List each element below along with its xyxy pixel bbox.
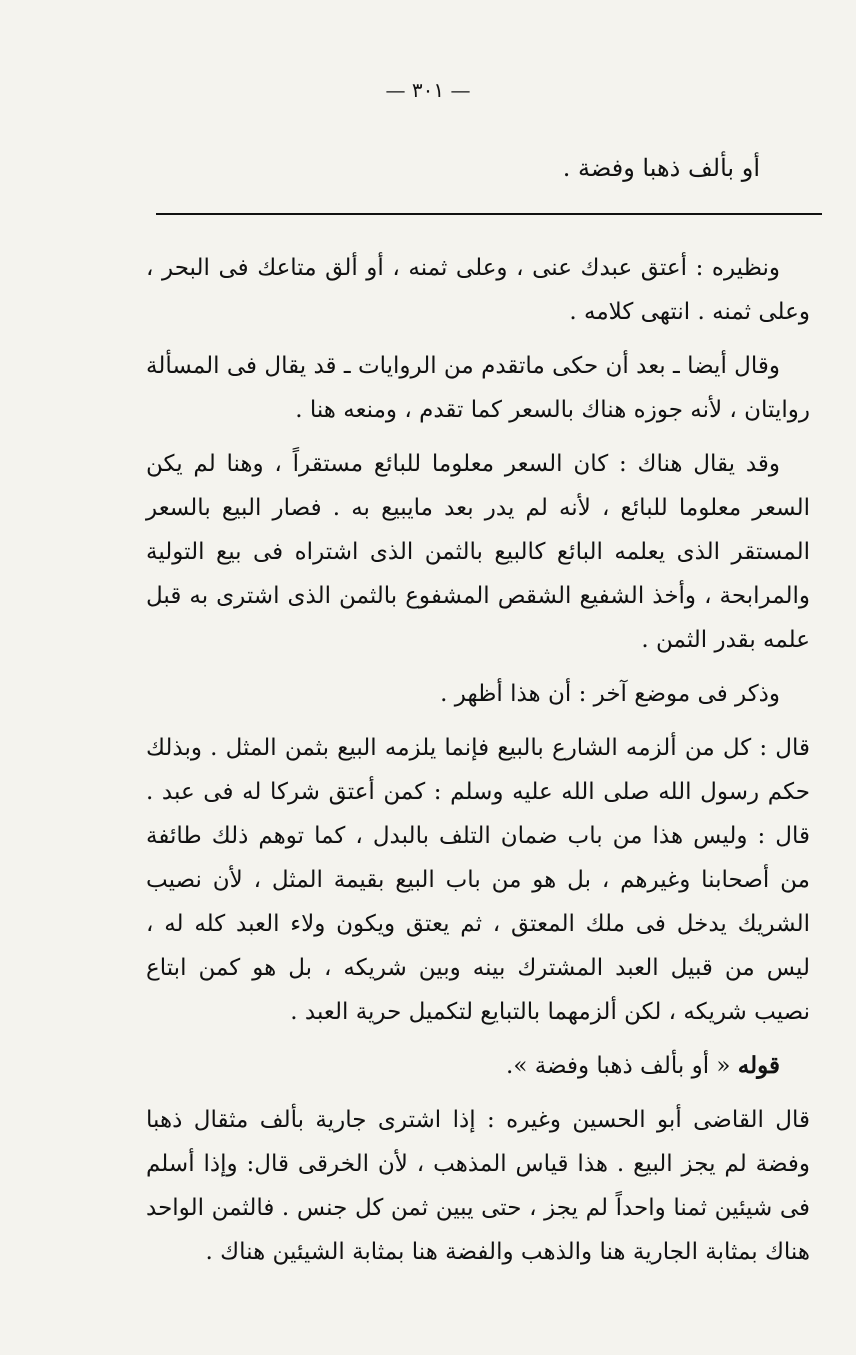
quote-lead-word: قوله bbox=[737, 1052, 780, 1079]
page-number: — ٣٠١ — bbox=[385, 78, 471, 102]
quote-heading bbox=[146, 1044, 810, 1088]
commentary-block bbox=[146, 246, 810, 1284]
paragraph-1: ونظيره : أعتق عبدك عنى ، وعلى ثمنه ، أو ألق متاعك فى البحر ، وعلى ثمنه . انتهى كلامه . bbox=[146, 255, 810, 325]
paragraph-3: وقد يقال هناك : كان السعر معلوما للبائع مستقراً ، وهنا لم يكن السعر معلوما للبائع ، لأنه لم يدر بعد مايبيع به . فصار البيع بالسعر المستقر الذى يعلمه البائع كالبيع بالثمن الذى اشتراه فى بيع التولية والمرابحة ، وأخذ الشفيع الشقص المشفوع بالثمن الذى اشترى به قبل علمه بقدر الثمن . bbox=[146, 451, 810, 653]
paragraph-2: وقال أيضا ـ بعد أن حكى ماتقدم من الروايات ـ قد يقال فى المسألة روايتان ، لأنه جوزه هناك بالسعر كما تقدم ، ومنعه هنا . bbox=[146, 353, 810, 423]
text-divider bbox=[156, 213, 822, 215]
quote-text: « أو بألف ذهبا وفضة ». bbox=[506, 1053, 731, 1079]
paragraph-6: قال القاضى أبو الحسين وغيره : إذا اشترى جارية بألف مثقال ذهبا وفضة لم يجز البيع . هذا قياس المذهب ، لأن الخرقى قال: وإذا أسلم فى شيئين ثمنا واحداً لم يجز ، حتى يبين ثمن كل جنس . فالثمن الواحد هناك بمثابة الجارية هنا والذهب والفضة هنا بمثابة الشيئين هناك . bbox=[146, 1107, 810, 1265]
paragraph-4: وذكر فى موضع آخر : أن هذا أظهر . bbox=[440, 681, 780, 707]
paragraph-5: قال : كل من ألزمه الشارع بالبيع فإنما يلزمه البيع بثمن المثل . وبذلك حكم رسول الله صلى الله عليه وسلم : كمن أعتق شركا له فى عبد . قال : وليس هذا من باب ضمان التلف بالبدل ، كما توهم ذلك طائفة من أصحابنا وغيرهم ، بل هو من باب البيع بقيمة المثل ، لأن نصيب الشريك يدخل فى ملك المعتق ، ثم يعتق ويكون ولاء العبد كله له ، ليس من قبيل العبد المشترك بينه وبين شريكه ، بل هو كمن ابتاع نصيب شريكه ، لكن ألزمهما بالتبايع لتكميل حرية العبد . bbox=[146, 735, 810, 1025]
main-text-line: أو بألف ذهبا وفضة . bbox=[562, 154, 760, 182]
